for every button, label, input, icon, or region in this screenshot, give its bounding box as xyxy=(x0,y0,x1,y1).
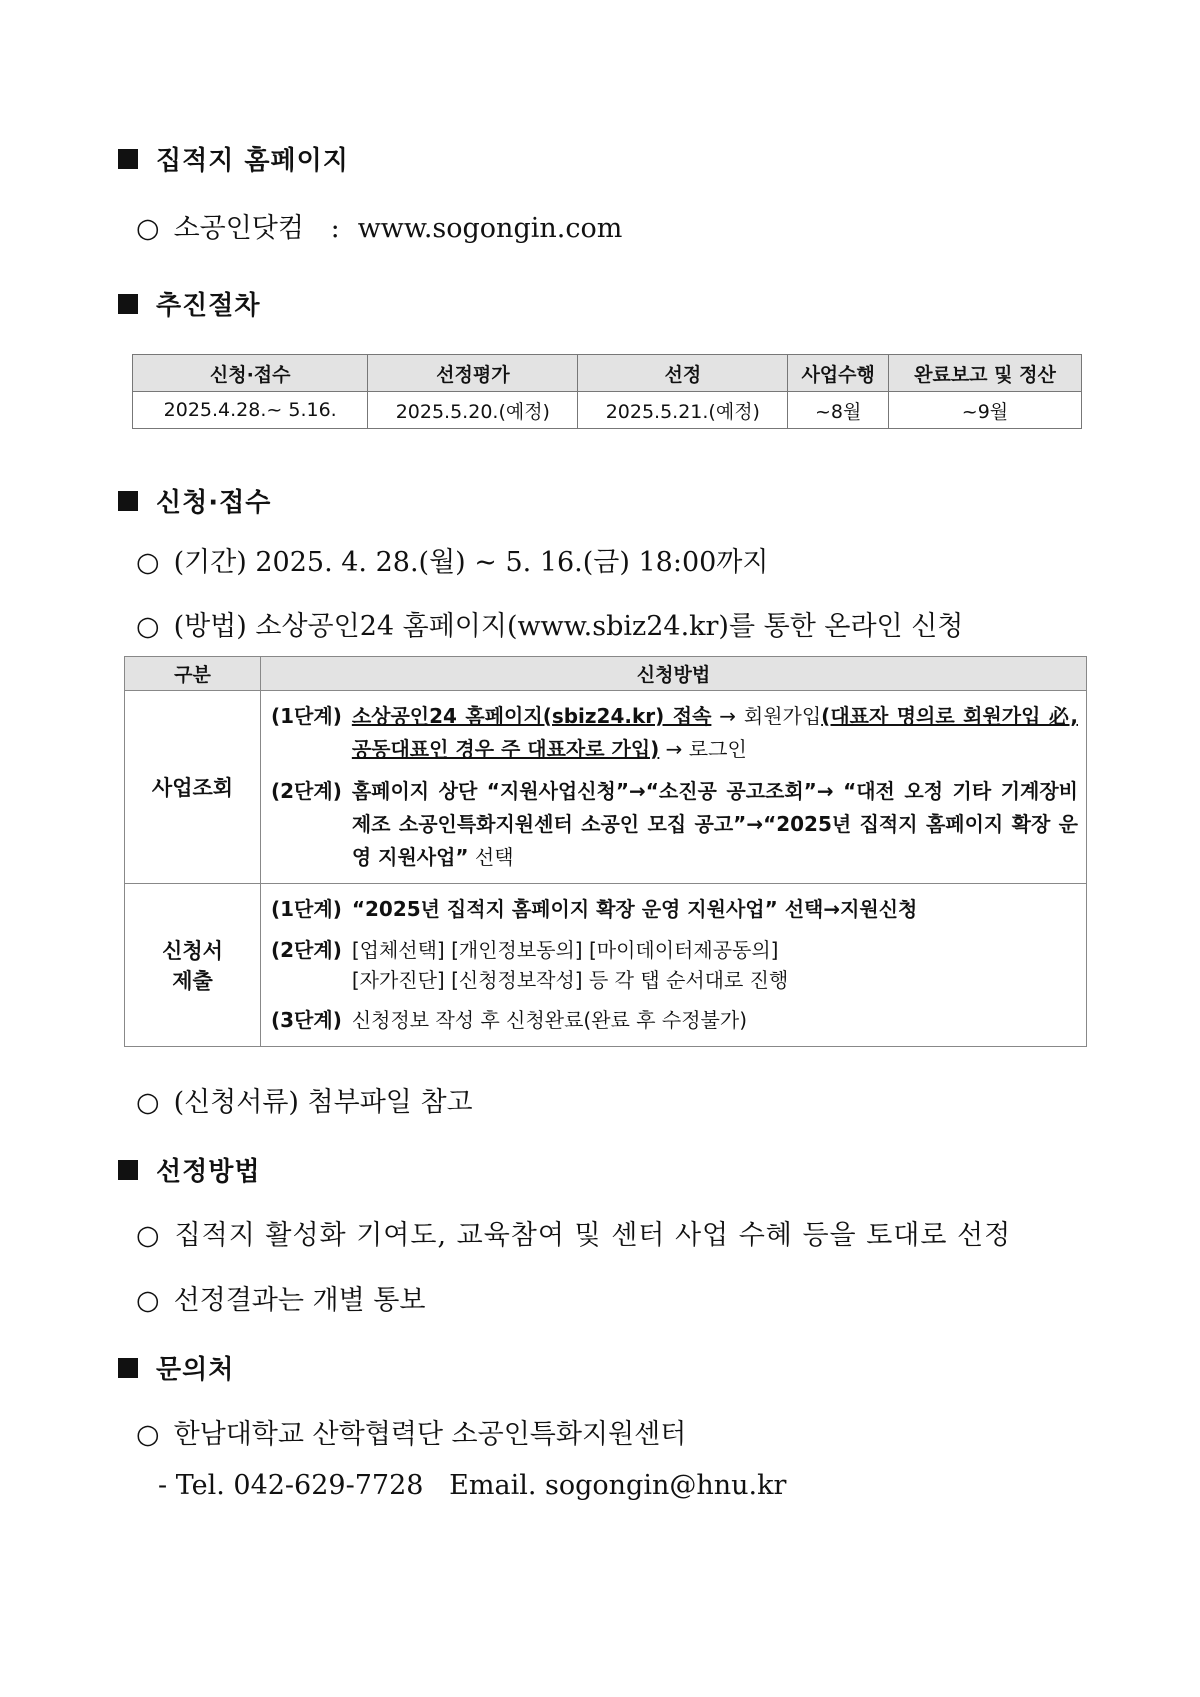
table-cell: 2025.5.21.(예정) xyxy=(578,392,788,429)
circle-bullet-icon: ○ xyxy=(136,611,160,642)
step-text xyxy=(352,775,1078,874)
square-bullet-icon xyxy=(118,149,138,169)
square-bullet-icon xyxy=(118,491,138,511)
step-label: (2단계) xyxy=(271,938,342,962)
section-title: 추진절차 xyxy=(156,291,261,321)
row-category-line: 제출 xyxy=(172,969,213,993)
step-label: (3단계) xyxy=(271,1008,342,1032)
section-title: 집적지 홈페이지 xyxy=(156,146,349,176)
notice-text: 선정결과는 개별 통보 xyxy=(173,1285,426,1316)
application-documents xyxy=(136,1080,473,1119)
square-bullet-icon xyxy=(118,1160,138,1180)
documents-text: (신청서류) 첨부파일 참고 xyxy=(173,1087,473,1118)
section-title: 문의처 xyxy=(156,1355,235,1385)
contact-detail: - Tel. 042-629-7728 Email. sogongin@hnu.kr xyxy=(158,1470,787,1501)
section-heading-contact xyxy=(118,1349,234,1386)
step-item xyxy=(271,893,1078,926)
step-text-plain: 선택 xyxy=(468,845,514,869)
section-heading-procedure xyxy=(118,285,260,322)
table-cell: 2025.4.28.~ 5.16. xyxy=(133,392,368,429)
step-text-line: [자가진단] [신청정보작성] 등 각 탭 순서대로 진행 xyxy=(351,968,789,992)
step-text-emphasis: 소상공인24 홈페이지(sbiz24.kr) 접속 xyxy=(351,704,712,728)
org-text: 한남대학교 산학협력단 소공인특화지원센터 xyxy=(173,1419,687,1450)
table-cell: ~8월 xyxy=(788,392,889,429)
table-header-row xyxy=(133,355,1082,392)
circle-bullet-icon: ○ xyxy=(136,1285,160,1316)
table-header-row xyxy=(125,657,1087,691)
homepage-label: 소공인닷컴 xyxy=(173,213,304,244)
table-header-cell: 선정평가 xyxy=(368,355,578,392)
selection-notice xyxy=(136,1278,425,1317)
circle-bullet-icon: ○ xyxy=(136,213,160,244)
step-text: “2025년 집적지 홈페이지 확장 운영 지원사업” 선택→지원신청 xyxy=(351,897,918,921)
section-title: 선정방법 xyxy=(156,1157,261,1187)
selection-criteria xyxy=(136,1213,1011,1252)
period-text: (기간) 2025. 4. 28.(월) ~ 5. 16.(금) 18:00까지 xyxy=(173,547,769,578)
step-text xyxy=(352,935,1078,995)
step-label: (1단계) xyxy=(271,704,342,728)
application-method xyxy=(136,604,963,643)
square-bullet-icon xyxy=(118,1358,138,1378)
method-text: (방법) 소상공인24 홈페이지(www.sbiz24.kr)를 통한 온라인 신청 xyxy=(173,611,964,642)
row-category xyxy=(125,884,261,1047)
step-text-emphasis: 홈페이지 상단 “지원사업신청”→“소진공 공고조회”→ “대전 오정 기타 기계장비제조 소공인특화지원센터 소공인 모집 공고”→“2025년 집적지 홈페이지 확장 운영 지원사업” xyxy=(351,779,1078,869)
homepage-line xyxy=(136,206,622,245)
row-category: 사업조회 xyxy=(125,691,261,884)
table-cell: ~9월 xyxy=(888,392,1081,429)
contact-org xyxy=(136,1412,686,1451)
step-label: (2단계) xyxy=(271,779,342,803)
procedure-table xyxy=(132,354,1082,429)
criteria-text: 집적지 활성화 기여도, 교육참여 및 센터 사업 수혜 등을 토대로 선정 xyxy=(174,1220,1012,1251)
circle-bullet-icon: ○ xyxy=(136,547,160,578)
step-item xyxy=(271,935,1078,995)
step-item xyxy=(271,700,1078,766)
square-bullet-icon xyxy=(118,294,138,314)
row-category-line: 신청서 xyxy=(162,939,223,963)
section-heading-homepage xyxy=(118,140,349,177)
step-text: 신청정보 작성 후 신청완료(완료 후 수정불가) xyxy=(351,1008,747,1032)
circle-bullet-icon: ○ xyxy=(136,1220,161,1251)
circle-bullet-icon: ○ xyxy=(136,1419,160,1450)
step-label: (1단계) xyxy=(271,897,342,921)
section-title: 신청·접수 xyxy=(156,488,272,518)
table-header-cell: 신청·접수 xyxy=(133,355,368,392)
application-period xyxy=(136,540,768,579)
row-steps xyxy=(261,691,1087,884)
step-text-line: [업체선택] [개인정보동의] [마이데이터제공동의] xyxy=(351,938,779,962)
step-text-plain: → 회원가입 xyxy=(711,704,822,728)
step-text-plain: → 로그인 xyxy=(659,737,747,761)
section-heading-selection xyxy=(118,1151,260,1188)
table-row xyxy=(125,691,1087,884)
step-item xyxy=(271,1004,1078,1037)
step-text-emphasis: (대표자 명의로 회원가입 必, 공동대표인 경우 주 대표자로 가입) xyxy=(351,704,1078,761)
table-row xyxy=(125,884,1087,1047)
table-header-cell: 완료보고 및 정산 xyxy=(888,355,1081,392)
table-cell: 2025.5.20.(예정) xyxy=(368,392,578,429)
table-header-cell: 구분 xyxy=(125,657,261,691)
table-header-cell: 사업수행 xyxy=(788,355,889,392)
circle-bullet-icon: ○ xyxy=(136,1087,160,1118)
step-item xyxy=(271,775,1078,874)
table-header-cell: 신청방법 xyxy=(261,657,1087,691)
step-text xyxy=(352,700,1078,766)
section-heading-application xyxy=(118,482,271,519)
row-steps xyxy=(261,884,1087,1047)
application-method-table xyxy=(124,656,1087,1047)
homepage-url[interactable]: www.sogongin.com xyxy=(357,213,623,244)
table-header-cell: 선정 xyxy=(578,355,788,392)
table-row xyxy=(133,392,1082,429)
homepage-separator: : xyxy=(330,213,340,244)
